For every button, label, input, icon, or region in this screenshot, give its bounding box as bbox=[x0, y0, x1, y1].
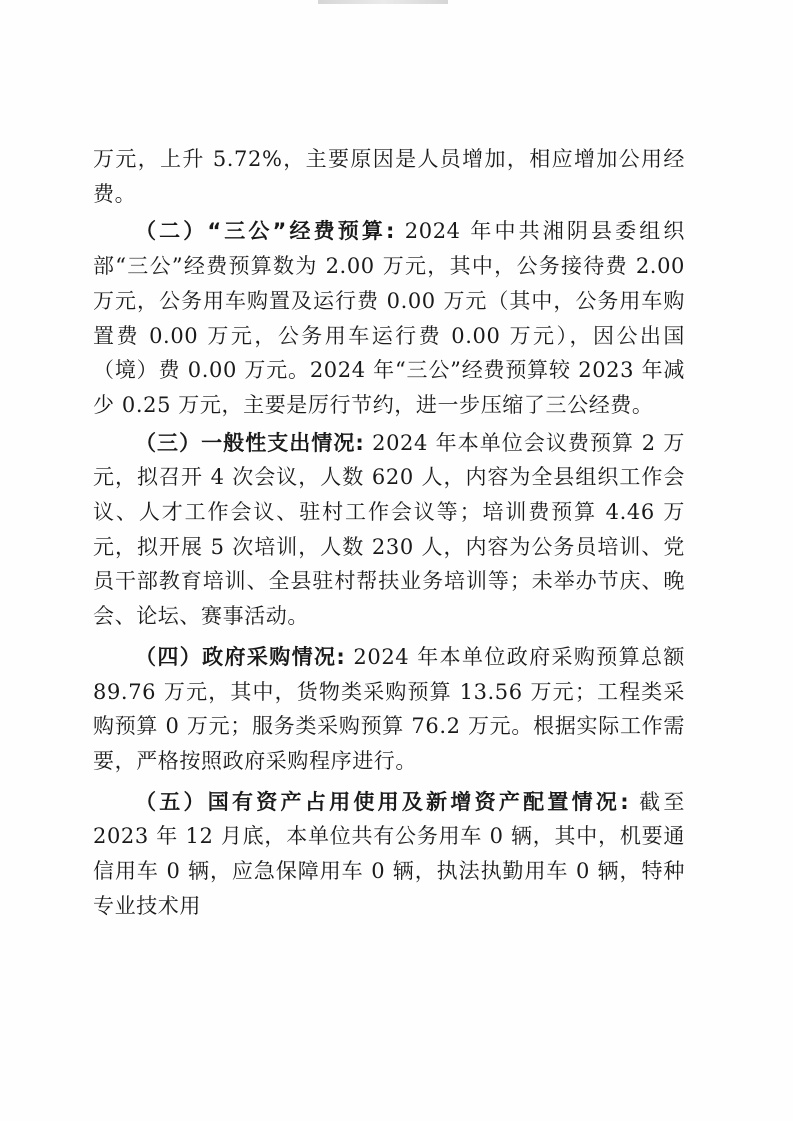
paragraph-general-expenditure bbox=[93, 426, 685, 634]
paragraph-text: 截至 2023 年 12 月底，本单位共有公务用车 0 辆，其中，机要通信用车 0 辆，应急保障用车 0 辆，执法执勤用车 0 辆，特种专业技术用 bbox=[93, 789, 685, 918]
paragraph-text: 2024 年本单位政府采购预算总额 89.76 万元，其中，货物类采购预算 13.56 万元；工程类采购预算 0 万元；服务类采购预算 76.2 万元。根据实际工作需要，严格按照政府采购程序进行。 bbox=[93, 644, 685, 773]
paragraph-text: 2024 年本单位会议费预算 2 万元，拟召开 4 次会议，人数 620 人，内容为全县组织工作会议、人才工作会议、驻村工作会议等；培训费预算 4.46 万元，拟开展 5 次培训，人数 230 人，内容为公务员培训、党员干部教育培训、全县驻村帮扶业务培训等；未举办节庆、晚会、论坛、赛事活动。 bbox=[93, 430, 686, 629]
section-heading-procurement: （四）政府采购情况: bbox=[135, 644, 346, 669]
paragraph-continuation bbox=[93, 142, 685, 211]
paragraph-assets bbox=[93, 785, 685, 924]
paragraph-procurement bbox=[93, 640, 685, 779]
paragraph-text: 万元，上升 5.72%，主要原因是人员增加，相应增加公用经费。 bbox=[93, 147, 685, 206]
scan-artifact-mark bbox=[318, 0, 448, 4]
document-page bbox=[93, 142, 685, 923]
section-heading-general: （三）一般性支出情况: bbox=[135, 430, 365, 455]
paragraph-text: 2024 年中共湘阴县委组织部“三公”经费预算数为 2.00 万元，其中，公务接待费 2.00 万元，公务用车购置及运行费 0.00 万元（其中，公务用车购置费 0.00 万元，公务用车运行费 0.00 万元），因公出国（境）费 0.00 万元。2024 年“三公”经费预算较 2023 年减少 0.25 万元，主要是厉行节约，进一步压缩了三公经费。 bbox=[93, 219, 685, 417]
paragraph-sangong-budget bbox=[93, 214, 685, 422]
section-heading-assets: （五）国有资产占用使用及新增资产配置情况: bbox=[135, 789, 630, 814]
section-heading-sangong: （二）“三公”经费预算: bbox=[135, 219, 395, 244]
